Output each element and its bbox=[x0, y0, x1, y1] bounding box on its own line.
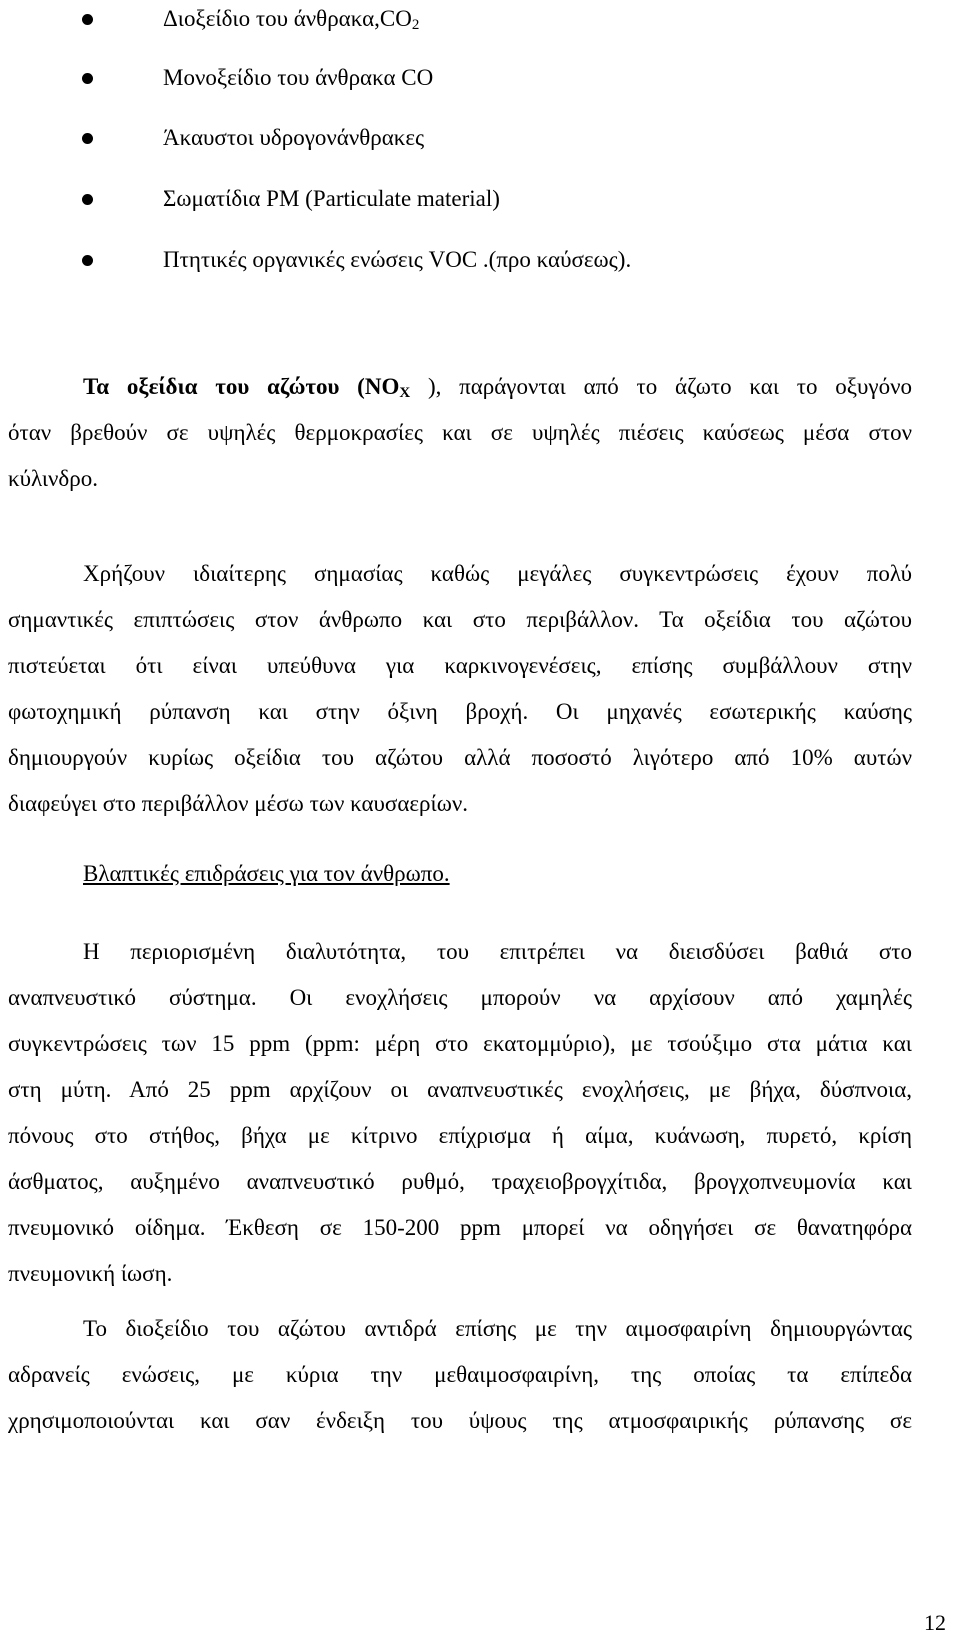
line-text: ), παράγονται από το άζωτο και το οξυγόνο bbox=[410, 374, 912, 399]
line-text: πνευμονική ίωση. bbox=[8, 1261, 173, 1286]
line-text: πνευμονικό οίδημα. Έκθεση σε 150-200 ppm μπορεί να οδηγήσει σε θανατηφόρα bbox=[8, 1215, 912, 1240]
paragraph-nox-intro bbox=[8, 372, 912, 510]
line-text: διαφεύγει στο περιβάλλον μέσω των καυσαερίων. bbox=[8, 791, 468, 816]
list-item bbox=[0, 4, 900, 36]
line-text: πόνους στο στήθος, βήχα με κίτρινο επίχρισμα ή αίμα, κυάνωση, πυρετό, κρίση bbox=[8, 1123, 912, 1148]
list-item bbox=[0, 184, 900, 216]
line-text: αναπνευστικό σύστημα. Οι ενοχλήσεις μπορούν να αρχίσουν από χαμηλές bbox=[8, 985, 912, 1010]
page-number: 12 bbox=[924, 1610, 946, 1635]
line-text: φωτοχημική ρύπανση και στην όξινη βροχή. Οι μηχανές εσωτερικής καύσης bbox=[8, 699, 912, 724]
line-text: σημαντικές επιπτώσεις στον άνθρωπο και στο περιβάλλον. Τα οξείδια του αζώτου bbox=[8, 607, 912, 632]
line-text: όταν βρεθούν σε υψηλές θερμοκρασίες και σε υψηλές πιέσεις καύσεως μέσα στον bbox=[8, 420, 912, 445]
list-item bbox=[0, 63, 900, 95]
line-text: άσθματος, αυξημένο αναπνευστικό ρυθμό, τραχειοβρογχίτιδα, βρογχοπνευμονία και bbox=[8, 1169, 912, 1194]
line-text: Χρήζουν ιδιαίτερης σημασίας καθώς μεγάλες συγκεντρώσεις έχουν πολύ bbox=[83, 561, 912, 586]
line-text: στη μύτη. Από 25 ppm αρχίζουν οι αναπνευστικές ενοχλήσεις, με βήχα, δύσπνοια, bbox=[8, 1077, 912, 1102]
paragraph-significance bbox=[8, 559, 912, 835]
bullet-icon bbox=[82, 255, 93, 266]
subscript: 2 bbox=[411, 17, 420, 33]
list-item-text: Πτητικές οργανικές ενώσεις VOC .(προ καύσεως). bbox=[163, 247, 632, 272]
line-text: συγκεντρώσεις των 15 ppm (ppm: μέρη στο εκατομμύριο), με τσούξιμο στα μάτια και bbox=[8, 1031, 912, 1056]
line-text: δημιουργούν κυρίως οξείδια του αζώτου αλλά ποσοστό λιγότερο από 10% αυτών bbox=[8, 745, 912, 770]
list-item-text: Μονοξείδιο του άνθρακα CO bbox=[163, 65, 434, 90]
line-text: πιστεύεται ότι είναι υπεύθυνα για καρκινογενέσεις, επίσης συμβάλλουν στην bbox=[8, 653, 912, 678]
line-text: χρησιμοποιούνται και σαν ένδειξη του ύψους της ατμοσφαιρικής ρύπανσης σε bbox=[8, 1408, 912, 1433]
section-heading: Βλαπτικές επιδράσεις για τον άνθρωπο. bbox=[83, 861, 450, 886]
bullet-icon bbox=[82, 14, 93, 25]
bullet-icon bbox=[82, 133, 93, 144]
list-item bbox=[0, 245, 900, 277]
bullet-icon bbox=[82, 194, 93, 205]
list-item-text: Διοξείδιο του άνθρακα,CO bbox=[163, 6, 412, 31]
paragraph-health-effects bbox=[8, 937, 912, 1305]
list-item-text: Άκαυστοι υδρογονάνθρακες bbox=[163, 125, 425, 150]
line-text: αδρανείς ενώσεις, με κύρια την μεθαιμοσφαιρίνη, της οποίας τα επίπεδα bbox=[8, 1362, 912, 1387]
paragraph-hemoglobin bbox=[8, 1314, 912, 1452]
list-item bbox=[0, 123, 900, 155]
bold-lead: Τα οξείδια του αζώτου (NO bbox=[83, 374, 400, 399]
list-item-text: Σωματίδια PM (Particulate material) bbox=[163, 186, 500, 211]
line-text: Το διοξείδιο του αζώτου αντιδρά επίσης με την αιμοσφαιρίνη δημιουργώντας bbox=[83, 1316, 912, 1341]
line-text: Η περιορισμένη διαλυτότητα, του επιτρέπει να διεισδύσει βαθιά στο bbox=[83, 939, 912, 964]
line-text: κύλινδρο. bbox=[8, 466, 99, 491]
bullet-icon bbox=[82, 73, 93, 84]
subscript: X bbox=[399, 385, 411, 401]
